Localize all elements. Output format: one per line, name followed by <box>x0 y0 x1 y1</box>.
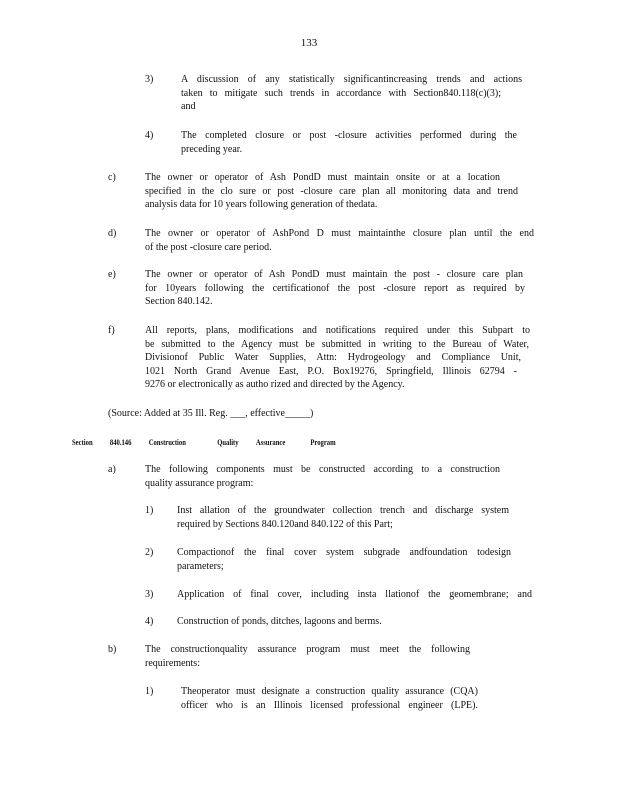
item-text: The owner or operator of AshPond D must maintainthe closure plan until the end of the post -closure care period. <box>145 228 534 253</box>
item-text: Compactionof the final cover system subgrade andfoundation todesign parameters; <box>177 547 511 572</box>
item-text: A discussion of any statistically significantincreasing trends and actions taken to mitigate such trends in accordance with Section840.118(c)(3); and <box>181 74 522 113</box>
section-heading <box>72 436 351 450</box>
item-text: The constructionquality assurance program must meet the following requirements: <box>145 644 470 669</box>
item-text: The owner or operator of Ash PondD must maintain the post - closure care plan for 10years following the certificationof the post -closure report as required by Section 840.142. <box>145 269 525 308</box>
item-label: 4) <box>145 616 154 627</box>
item-text: Inst allation of the groundwater collection trench and discharge system required by Sections 840.120and 840.122 of this Part; <box>177 505 509 530</box>
item-label: 3) <box>145 589 154 600</box>
item-label: 4) <box>145 130 154 141</box>
item-text: The owner or operator of Ash PondD must maintain onsite or at a location specified in the clo sure or post -closure care plan all monitoring data and trend analysis data for 10 years following generation of thedata. <box>145 172 518 211</box>
item-label: b) <box>108 644 117 655</box>
item-label: a) <box>108 464 116 475</box>
section-word: Section <box>72 437 93 447</box>
section-number: 840.146 <box>109 437 132 447</box>
item-label: c) <box>108 172 116 183</box>
item-label: f) <box>108 325 115 336</box>
item-text: Construction of ponds, ditches, lagoons and berms. <box>177 616 382 627</box>
item-label: 1) <box>145 686 154 697</box>
source-note: (Source: Added at 35 Ill. Reg. ___, effective_____) <box>108 408 314 419</box>
item-label: 2) <box>145 547 154 558</box>
item-text: Theoperator must designate a construction quality assurance (CQA) officer who is an Illinois licensed professional engineer (LPE). <box>181 686 478 711</box>
page-number: 133 <box>300 37 318 49</box>
item-label: 1) <box>145 505 154 516</box>
item-text: Application of final cover, including insta llationof the geomembrane; and <box>177 589 532 600</box>
item-text: The completed closure or post -closure activities performed during the preceding year. <box>181 130 517 155</box>
section-title-word: Construction <box>148 437 186 447</box>
item-label: e) <box>108 269 116 280</box>
item-label: 3) <box>145 74 154 85</box>
item-text: All reports, plans, modifications and notifications required under this Subpart to be submitted to the Agency must be submitted in writing to the Bureau of Water, Divisionof Public Water Supplies, Attn: Hydrogeology and Compliance Unit, 1021 North Grand Avenue East, P.O. Box19276, Springfield, Illinois 62794 - 9276 or electronically as autho rized and directed by the Agency. <box>145 325 530 391</box>
item-label: d) <box>108 228 117 239</box>
section-title-word: Quality <box>217 437 239 447</box>
item-text: The following components must be constructed according to a construction quality assurance program: <box>145 464 500 489</box>
section-title-word: Assurance <box>255 437 286 447</box>
section-title-word: Program <box>310 437 336 447</box>
